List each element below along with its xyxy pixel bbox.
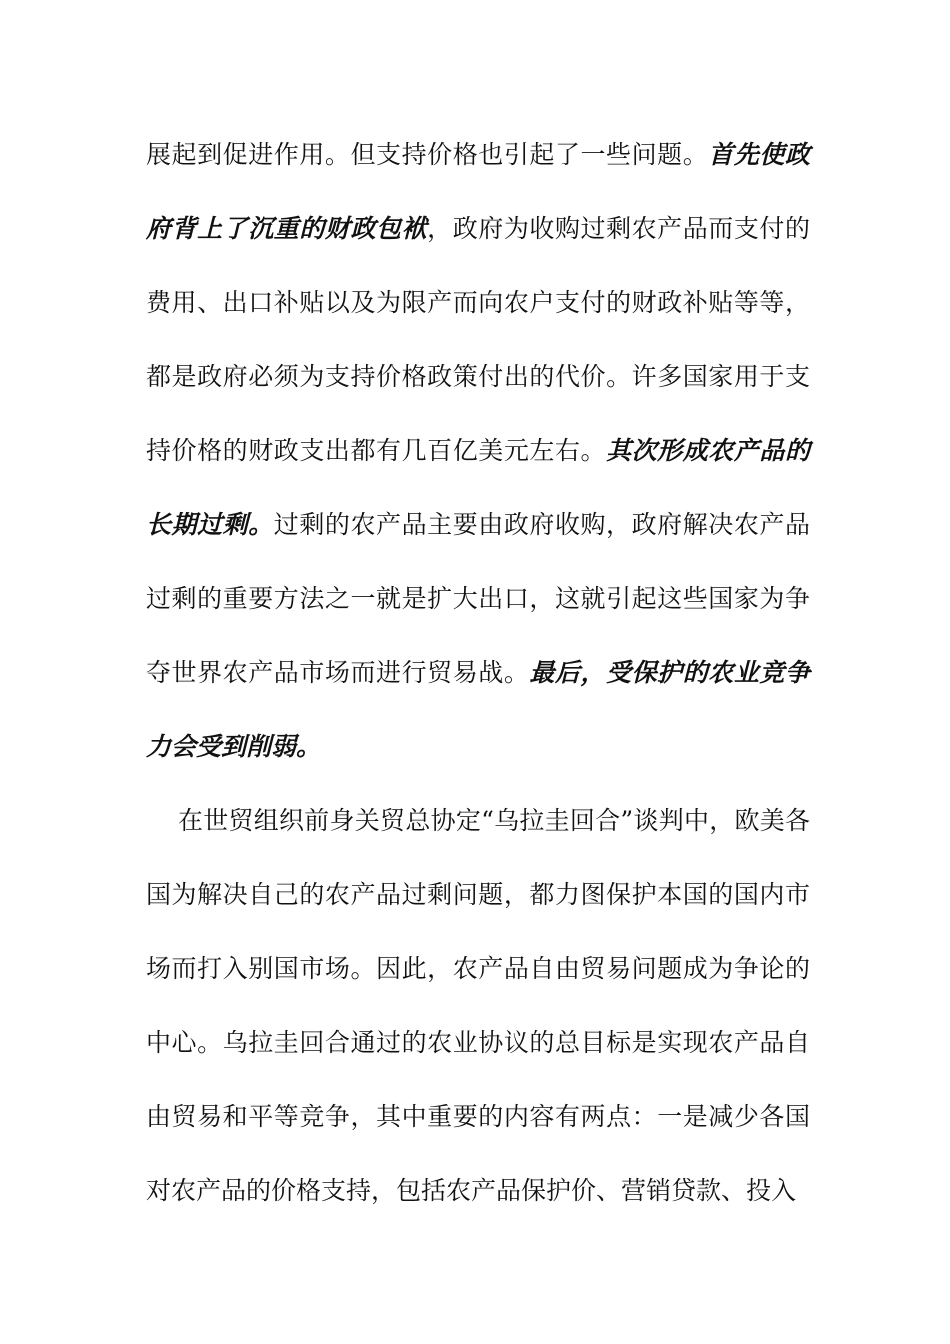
emphasis-weakened-competitiveness: 最后，受保护的农业竞争力会受到削弱。 bbox=[146, 658, 810, 761]
paragraph-1 bbox=[146, 118, 810, 784]
body-text bbox=[146, 118, 810, 1228]
text-segment: ，政府为收购过剩农产品而支付的费用、出口补贴以及为限产而向农户支付的财政补贴等等，都是政府必须为支持价格政策付出的代价。许多国家用于支持价格的财政支出都有几百亿美元左右。 bbox=[146, 214, 810, 465]
emphasis-long-term-surplus: 其次形成农产品的长期过剩。 bbox=[146, 436, 810, 539]
emphasis-financial-burden: 首先使政府背上了沉重的财政包袱 bbox=[146, 140, 810, 243]
text-segment: 展起到促进作用。但支持价格也引起了一些问题。 bbox=[146, 140, 709, 169]
text-segment: 过剩的农产品主要由政府收购，政府解决农产品过剩的重要方法之一就是扩大出口，这就引起这些国家为争夺世界农产品市场而进行贸易战。 bbox=[146, 510, 810, 687]
text-segment: 在世贸组织前身关贸总协定“乌拉圭回合”谈判中，欧美各国为解决自己的农产品过剩问题，都力图保护本国的国内市场而打入别国市场。因此，农产品自由贸易问题成为争论的中心。乌拉圭回合通过的农业协议的总目标是实现农产品自由贸易和平等竞争，其中重要的内容有两点：一是减少各国对农产品的价格支持，包括农产品保护价、营销贷款、投入 bbox=[146, 806, 810, 1205]
paragraph-2 bbox=[146, 784, 810, 1228]
